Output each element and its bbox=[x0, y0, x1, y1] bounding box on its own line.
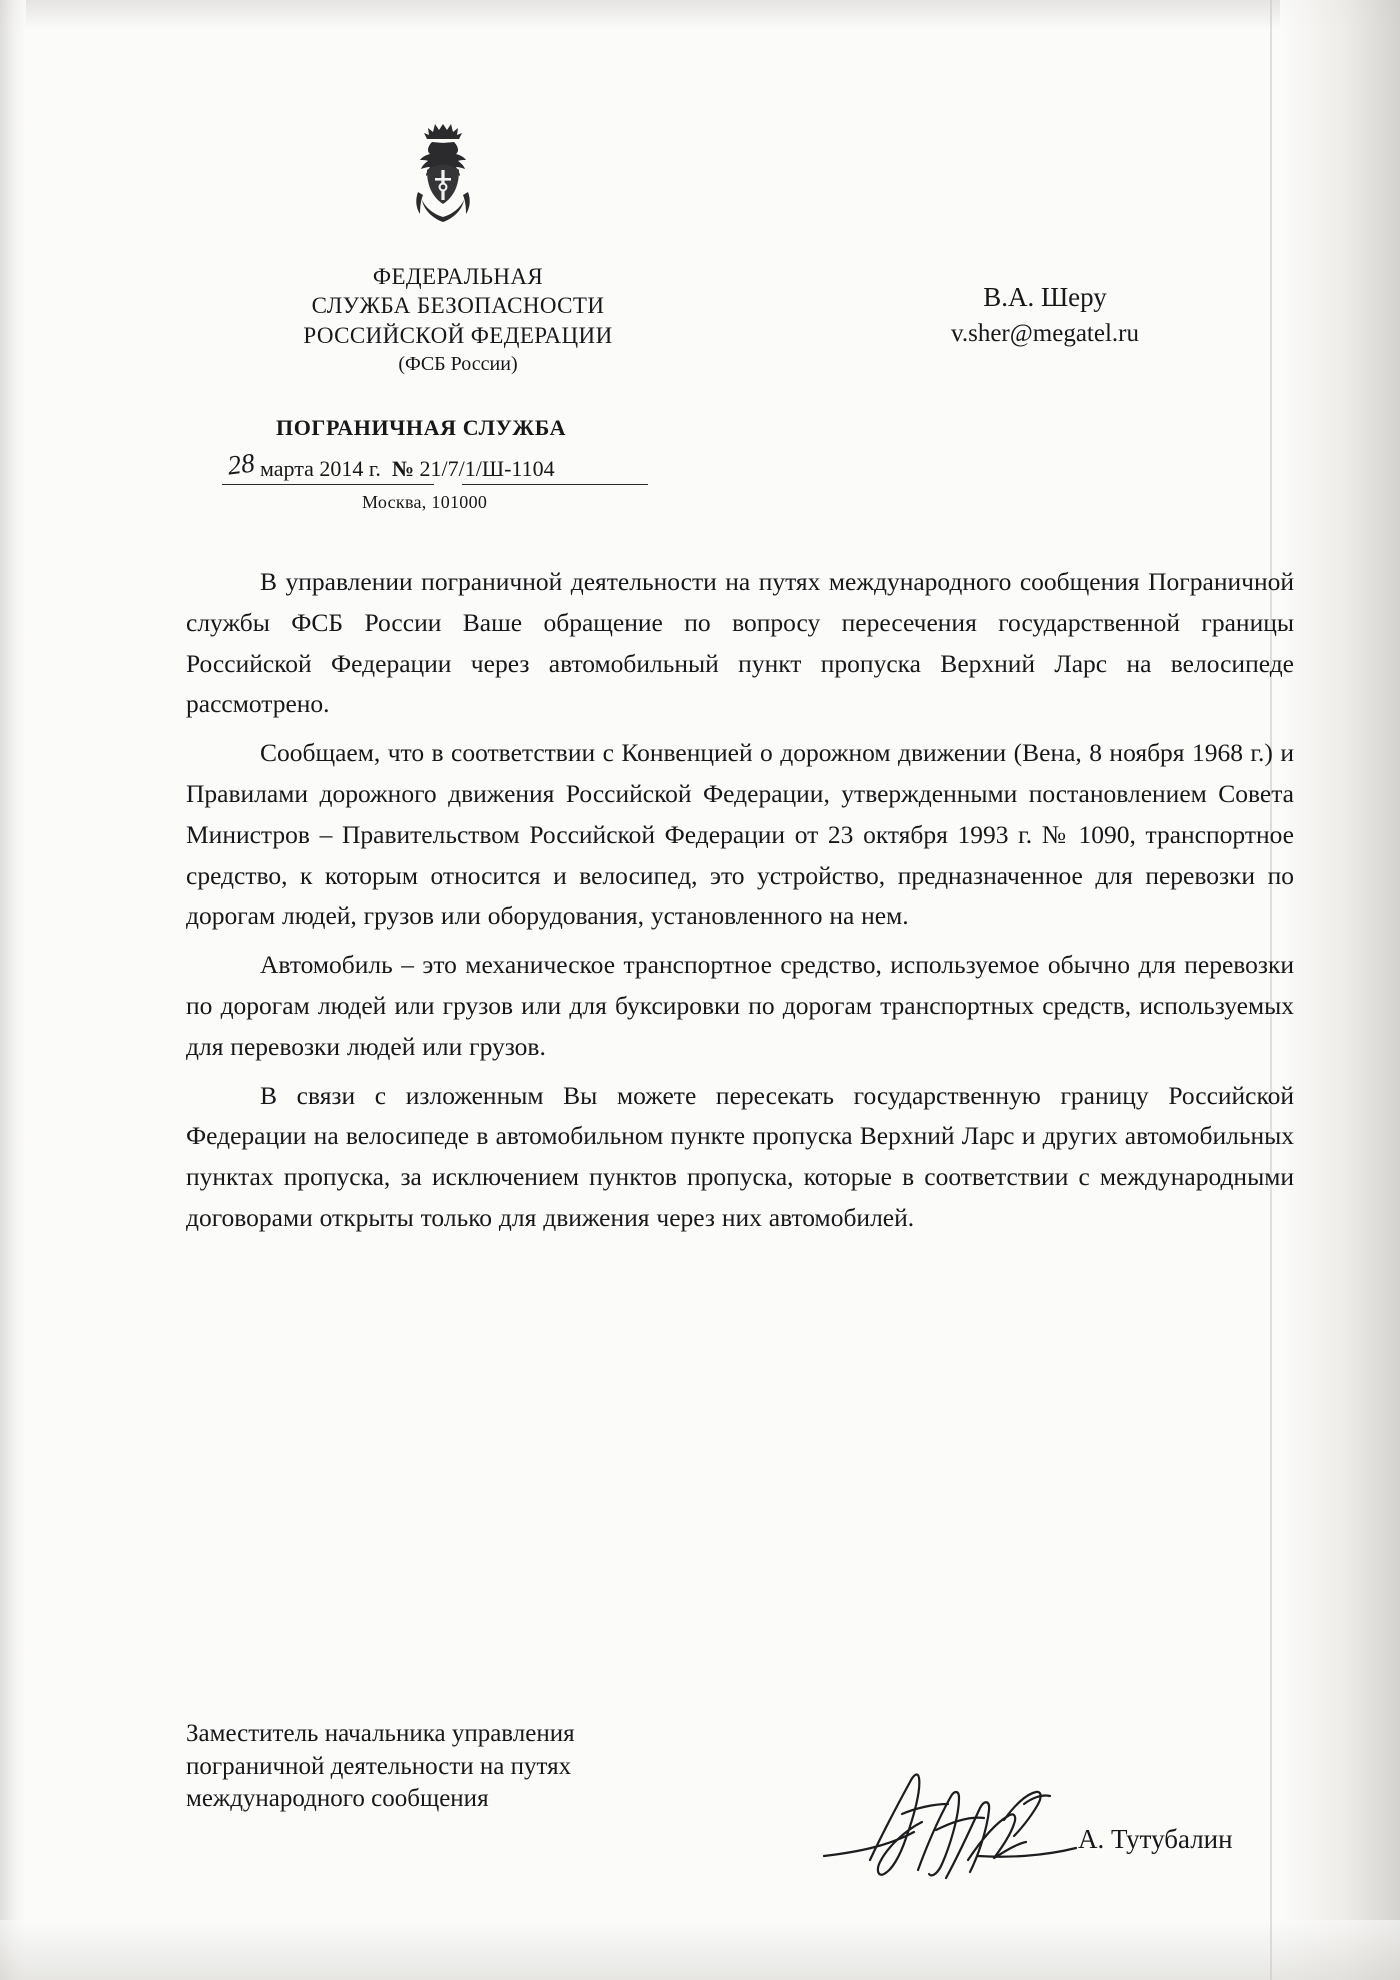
letterhead-line-1: ФЕДЕРАЛЬНАЯ bbox=[372, 264, 544, 289]
scan-edge-shadow-left bbox=[0, 0, 26, 1980]
letterhead-line-3: РОССИЙСКОЙ ФЕДЕРАЦИИ bbox=[303, 322, 613, 348]
scan-edge-shadow-right bbox=[1280, 0, 1400, 1980]
signer-title-line-2: пограничной деятельности на путях bbox=[186, 1752, 572, 1780]
document-date-rest: марта 2014 г. bbox=[260, 456, 381, 481]
addressee-name: В.А. Шеру bbox=[983, 282, 1107, 312]
letterhead-line-4: (ФСБ России) bbox=[398, 353, 518, 376]
document-number-label: № bbox=[391, 456, 415, 481]
body-paragraph: В управлении пограничной деятельности на путях международного сообщения Пограничной службы ФСБ России Ваше обращение по вопросу пересечения государственной границы Российской Федерации через автомобильный пункт пропуска Верхний Ларс на велосипеде рассмотрено. bbox=[186, 567, 1294, 719]
letter-body bbox=[186, 562, 1294, 1247]
signer-title-line-3: международного сообщения bbox=[186, 1785, 489, 1812]
body-paragraph: Сообщаем, что в соответствии с Конвенцией о дорожном движении (Вена, 8 ноября 1968 г.) и Правилами дорожного движения Российской Федерации, утвержденными постановлением Совета Министров – Правительством Российской Федерации от 23 октября 1993 г. № 1090, транспортное средство, к которым относится и велосипед, это устройство, предназначенное для перевозки по дорогам людей, грузов или оборудования, установленного на нем. bbox=[186, 738, 1294, 931]
document-reference-line bbox=[225, 447, 555, 483]
body-paragraph: Автомобиль – это механическое транспортное средство, используемое обычно для перевозки по дорогам людей или грузов или для буксировки по дорогам транспортных средств, используемых для перевозки людей или грузов. bbox=[186, 950, 1294, 1061]
document-city-index: Москва, 101000 bbox=[362, 492, 488, 512]
department-title: ПОГРАНИЧНАЯ СЛУЖБА bbox=[276, 415, 567, 440]
letterhead-line-2: СЛУЖБА БЕЗОПАСНОСТИ bbox=[311, 293, 605, 319]
document-reference-underline-right bbox=[462, 484, 648, 485]
handwritten-signature bbox=[818, 1760, 1098, 1910]
body-paragraph: В связи с изложенным Вы можете пересекать государственную границу Российской Федерации на велосипеде в автомобильном пункте пропуска Верхний Ларс и других автомобильных пунктах пропуска, за исключением пунктов пропуска, которые в соответствии с международными договорами открыты только для движения через них автомобилей. bbox=[186, 1080, 1294, 1232]
scan-edge-shadow-top bbox=[0, 0, 1400, 30]
document-reference-underline-left bbox=[222, 484, 434, 485]
signer-name: А. Тутубалин bbox=[1078, 1824, 1233, 1854]
addressee-block bbox=[880, 278, 1210, 352]
document-date-day-handwritten: 28 bbox=[225, 447, 257, 481]
addressee-email: v.sher@megatel.ru bbox=[950, 320, 1139, 348]
scan-edge-shadow-bottom bbox=[0, 1920, 1400, 1980]
letterhead-organization bbox=[268, 262, 648, 378]
document-number-value: 21/7/1/Ш-1104 bbox=[419, 456, 555, 481]
signer-title-block bbox=[186, 1718, 746, 1816]
signer-title-line-1: Заместитель начальника управления bbox=[186, 1720, 575, 1747]
fsb-emblem-icon bbox=[406, 120, 480, 232]
